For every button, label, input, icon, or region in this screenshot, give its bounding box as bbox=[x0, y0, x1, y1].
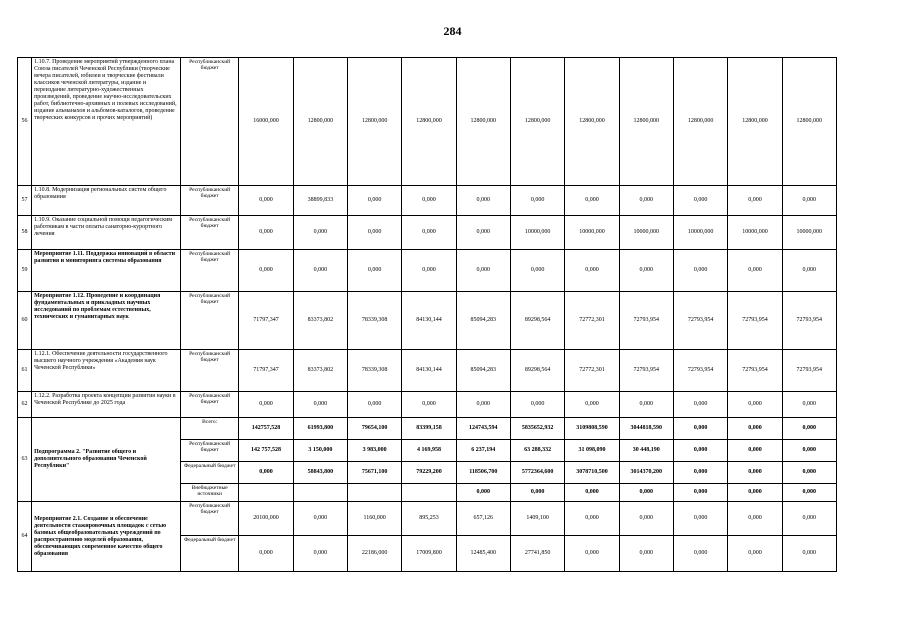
value-cell: 3014370,200 bbox=[619, 462, 673, 484]
value-cell: 72793,954 bbox=[728, 292, 782, 350]
table-row bbox=[18, 250, 837, 292]
value-cell: 10000,000 bbox=[673, 216, 727, 250]
funding-source: Федеральный бюджет bbox=[180, 536, 238, 572]
funding-source: Республиканский бюджет bbox=[180, 186, 238, 216]
value-cell: 89298,564 bbox=[510, 350, 564, 392]
value-cell: 0,000 bbox=[782, 502, 836, 536]
value-cell: 0,000 bbox=[782, 392, 836, 418]
value-cell: 79229,200 bbox=[402, 462, 456, 484]
table-row bbox=[18, 392, 837, 418]
value-cell: 38899,833 bbox=[293, 186, 347, 216]
row-number: 60 bbox=[18, 292, 32, 350]
value-cell: 83373,802 bbox=[293, 292, 347, 350]
value-cell: 0,000 bbox=[673, 250, 727, 292]
row-number: 57 bbox=[18, 186, 32, 216]
value-cell: 61993,800 bbox=[293, 418, 347, 440]
value-cell: 0,000 bbox=[673, 392, 727, 418]
value-cell: 5772364,600 bbox=[510, 462, 564, 484]
value-cell: 0,000 bbox=[402, 216, 456, 250]
value-cell: 0,000 bbox=[728, 186, 782, 216]
value-cell: 0,000 bbox=[456, 186, 510, 216]
value-cell: 0,000 bbox=[347, 186, 401, 216]
value-cell: 72793,954 bbox=[782, 292, 836, 350]
value-cell: 0,000 bbox=[293, 250, 347, 292]
table-row bbox=[18, 58, 837, 186]
page-number: 284 bbox=[443, 24, 462, 38]
value-cell: 0,000 bbox=[239, 392, 293, 418]
value-cell: 0,000 bbox=[239, 250, 293, 292]
row-number: 63 bbox=[18, 418, 32, 502]
value-cell: 4 169,958 bbox=[402, 440, 456, 462]
value-cell: 0,000 bbox=[239, 216, 293, 250]
row-name: 1.10.9. Оказание социальной помощи педагогическим работникам в части оплаты санаторно-курортного лечения bbox=[32, 216, 181, 250]
funding-source: Федеральный бюджет bbox=[180, 462, 238, 484]
value-cell: 0,000 bbox=[728, 536, 782, 572]
value-cell: 0,000 bbox=[456, 392, 510, 418]
value-cell: 12800,000 bbox=[293, 58, 347, 186]
value-cell: 0,000 bbox=[565, 502, 619, 536]
value-cell: 0,000 bbox=[782, 250, 836, 292]
value-cell: 10000,000 bbox=[728, 216, 782, 250]
value-cell: 0,000 bbox=[510, 484, 564, 502]
value-cell: 0,000 bbox=[673, 418, 727, 440]
value-cell: 72772,301 bbox=[565, 350, 619, 392]
row-name: 1.12.2. Разработка проекта концепции развития науки в Чеченской Республике до 2025 года bbox=[32, 392, 181, 418]
value-cell: 6 237,194 bbox=[456, 440, 510, 462]
value-cell: 0,000 bbox=[619, 502, 673, 536]
value-cell: 0,000 bbox=[347, 392, 401, 418]
value-cell: 12800,000 bbox=[456, 58, 510, 186]
value-cell: 0,000 bbox=[728, 440, 782, 462]
value-cell: 89298,564 bbox=[510, 292, 564, 350]
value-cell: 3 150,000 bbox=[293, 440, 347, 462]
value-cell: 72793,954 bbox=[728, 350, 782, 392]
value-cell: 3078710,500 bbox=[565, 462, 619, 484]
value-cell: 85094,283 bbox=[456, 350, 510, 392]
funding-source: Республиканский бюджет bbox=[180, 250, 238, 292]
value-cell: 0,000 bbox=[619, 484, 673, 502]
funding-source: Республиканский бюджет bbox=[180, 350, 238, 392]
value-cell: 0,000 bbox=[673, 502, 727, 536]
row-name: Подпрограмма 2. "Развитие общего и дополнительного образования Чеченской Республики" bbox=[32, 418, 181, 502]
row-name: Мероприятие 1.12. Проведение и координация фундаментальных и прикладных научных исследований по проблемам естественных, технических и гуманитарных наук bbox=[32, 292, 181, 350]
value-cell: 27741,850 bbox=[510, 536, 564, 572]
value-cell: 5835652,932 bbox=[510, 418, 564, 440]
value-cell: 12800,000 bbox=[565, 58, 619, 186]
table-row bbox=[18, 292, 837, 350]
value-cell: 0,000 bbox=[782, 186, 836, 216]
funding-source: Всего: bbox=[180, 418, 238, 440]
value-cell: 72793,954 bbox=[619, 350, 673, 392]
value-cell: 17009,800 bbox=[402, 536, 456, 572]
value-cell: 0,000 bbox=[782, 462, 836, 484]
value-cell: 0,000 bbox=[347, 250, 401, 292]
value-cell: 0,000 bbox=[728, 418, 782, 440]
value-cell: 0,000 bbox=[347, 216, 401, 250]
value-cell: 12800,000 bbox=[673, 58, 727, 186]
value-cell: 3044818,590 bbox=[619, 418, 673, 440]
row-name: 1.10.7. Проведение мероприятий утвержденного плана Союза писателей Чеченской Республики (творческие вечера писателей, юбилеи и творческие фестивали классиков чеченской литературы, издание и переиздание литературно-художественных произведений, проведение научно-исследовательских работ, библиотечно-архивных и полевых исследований, издание альманахов и альбомов-каталогов, проведение творческих конкурсов и прочих мероприятий) bbox=[32, 58, 181, 186]
value-cell: 0,000 bbox=[565, 484, 619, 502]
value-cell: 0,000 bbox=[239, 462, 293, 484]
value-cell: 0,000 bbox=[456, 250, 510, 292]
value-cell: 10000,000 bbox=[565, 216, 619, 250]
value-cell: 12800,000 bbox=[782, 58, 836, 186]
value-cell: 10000,000 bbox=[782, 216, 836, 250]
value-cell: 118506,700 bbox=[456, 462, 510, 484]
value-cell: 0,000 bbox=[402, 392, 456, 418]
value-cell: 0,000 bbox=[619, 392, 673, 418]
value-cell: 0,000 bbox=[782, 536, 836, 572]
row-number: 62 bbox=[18, 392, 32, 418]
value-cell: 0,000 bbox=[619, 186, 673, 216]
value-cell: 142 757,528 bbox=[239, 440, 293, 462]
value-cell: 0,000 bbox=[728, 392, 782, 418]
value-cell: 0,000 bbox=[565, 392, 619, 418]
funding-source: Республиканский бюджет bbox=[180, 392, 238, 418]
value-cell: 0,000 bbox=[565, 186, 619, 216]
table-row bbox=[18, 350, 837, 392]
value-cell: 84130,144 bbox=[402, 350, 456, 392]
value-cell: 71797,347 bbox=[239, 292, 293, 350]
value-cell: 142757,528 bbox=[239, 418, 293, 440]
value-cell: 79654,100 bbox=[347, 418, 401, 440]
value-cell: 72793,954 bbox=[673, 292, 727, 350]
value-cell: 0,000 bbox=[782, 440, 836, 462]
value-cell: 10000,000 bbox=[619, 216, 673, 250]
value-cell: 0,000 bbox=[565, 250, 619, 292]
value-cell: 0,000 bbox=[456, 484, 510, 502]
value-cell: 0,000 bbox=[673, 462, 727, 484]
value-cell: 0,000 bbox=[239, 536, 293, 572]
value-cell: 71797,347 bbox=[239, 350, 293, 392]
value-cell: 72793,954 bbox=[673, 350, 727, 392]
table-row bbox=[18, 418, 837, 440]
value-cell: 0,000 bbox=[619, 536, 673, 572]
row-number: 64 bbox=[18, 502, 32, 572]
value-cell: 0,000 bbox=[239, 186, 293, 216]
value-cell: 83399,158 bbox=[402, 418, 456, 440]
table-row bbox=[18, 502, 837, 536]
value-cell: 16000,000 bbox=[239, 58, 293, 186]
value-cell: 1160,000 bbox=[347, 502, 401, 536]
value-cell: 1409,100 bbox=[510, 502, 564, 536]
value-cell: 63 288,332 bbox=[510, 440, 564, 462]
value-cell: 0,000 bbox=[456, 216, 510, 250]
value-cell: 78339,308 bbox=[347, 350, 401, 392]
value-cell: 58843,800 bbox=[293, 462, 347, 484]
value-cell: 3109808,590 bbox=[565, 418, 619, 440]
value-cell: 0,000 bbox=[402, 186, 456, 216]
value-cell: 72793,954 bbox=[619, 292, 673, 350]
value-cell: 0,000 bbox=[673, 484, 727, 502]
value-cell: 72772,301 bbox=[565, 292, 619, 350]
value-cell: 84130,144 bbox=[402, 292, 456, 350]
value-cell bbox=[293, 484, 347, 502]
value-cell: 12800,000 bbox=[510, 58, 564, 186]
row-name: 1.10.8. Модернизация региональных систем общего образования bbox=[32, 186, 181, 216]
value-cell: 12485,400 bbox=[456, 536, 510, 572]
value-cell: 0,000 bbox=[673, 440, 727, 462]
funding-source: Республиканский бюджет bbox=[180, 502, 238, 536]
value-cell: 0,000 bbox=[565, 536, 619, 572]
table-row bbox=[18, 216, 837, 250]
funding-source: Республиканский бюджет bbox=[180, 292, 238, 350]
value-cell: 30 448,190 bbox=[619, 440, 673, 462]
value-cell: 0,000 bbox=[782, 484, 836, 502]
value-cell: 3 983,000 bbox=[347, 440, 401, 462]
value-cell: 0,000 bbox=[402, 250, 456, 292]
table-row bbox=[18, 186, 837, 216]
value-cell: 0,000 bbox=[293, 392, 347, 418]
value-cell: 0,000 bbox=[510, 392, 564, 418]
value-cell: 72793,954 bbox=[782, 350, 836, 392]
funding-source: Внебюджетные источники bbox=[180, 484, 238, 502]
value-cell: 895,253 bbox=[402, 502, 456, 536]
value-cell: 0,000 bbox=[728, 462, 782, 484]
value-cell: 85094,283 bbox=[456, 292, 510, 350]
value-cell: 75671,100 bbox=[347, 462, 401, 484]
funding-source: Республиканский бюджет bbox=[180, 216, 238, 250]
value-cell: 657,126 bbox=[456, 502, 510, 536]
value-cell: 10000,000 bbox=[510, 216, 564, 250]
value-cell: 0,000 bbox=[782, 418, 836, 440]
value-cell: 12800,000 bbox=[347, 58, 401, 186]
value-cell bbox=[347, 484, 401, 502]
value-cell: 0,000 bbox=[728, 484, 782, 502]
row-name: 1.12.1. Обеспечение деятельности государственного высшего научного учреждения «Академия наук Чеченской Республики» bbox=[32, 350, 181, 392]
row-number: 58 bbox=[18, 216, 32, 250]
value-cell: 83373,802 bbox=[293, 350, 347, 392]
budget-table bbox=[17, 57, 837, 572]
value-cell: 0,000 bbox=[293, 536, 347, 572]
value-cell: 12800,000 bbox=[402, 58, 456, 186]
value-cell: 0,000 bbox=[673, 186, 727, 216]
funding-source: Республиканский бюджет bbox=[180, 58, 238, 186]
row-number: 56 bbox=[18, 58, 32, 186]
value-cell: 124743,594 bbox=[456, 418, 510, 440]
value-cell: 0,000 bbox=[728, 250, 782, 292]
value-cell: 0,000 bbox=[293, 216, 347, 250]
value-cell: 0,000 bbox=[510, 186, 564, 216]
value-cell: 20100,000 bbox=[239, 502, 293, 536]
value-cell: 0,000 bbox=[293, 502, 347, 536]
funding-source: Республиканский бюджет bbox=[180, 440, 238, 462]
row-name: Мероприятие 1.11. Поддержка инноваций в области развития и мониторинга системы образования bbox=[32, 250, 181, 292]
row-name: Мероприятие 2.1. Создание и обеспечение деятельности стажировочных площадок с сетью базовых общеобразовательных учреждений по распространению моделей образования, обеспечивающих современное качество общего образования bbox=[32, 502, 181, 572]
row-number: 61 bbox=[18, 350, 32, 392]
value-cell: 12800,000 bbox=[728, 58, 782, 186]
value-cell: 22186,000 bbox=[347, 536, 401, 572]
value-cell: 31 098,090 bbox=[565, 440, 619, 462]
value-cell: 0,000 bbox=[728, 502, 782, 536]
value-cell: 78339,308 bbox=[347, 292, 401, 350]
value-cell bbox=[402, 484, 456, 502]
value-cell: 12800,000 bbox=[619, 58, 673, 186]
value-cell bbox=[239, 484, 293, 502]
value-cell: 0,000 bbox=[619, 250, 673, 292]
value-cell: 0,000 bbox=[673, 536, 727, 572]
row-number: 59 bbox=[18, 250, 32, 292]
value-cell: 0,000 bbox=[510, 250, 564, 292]
